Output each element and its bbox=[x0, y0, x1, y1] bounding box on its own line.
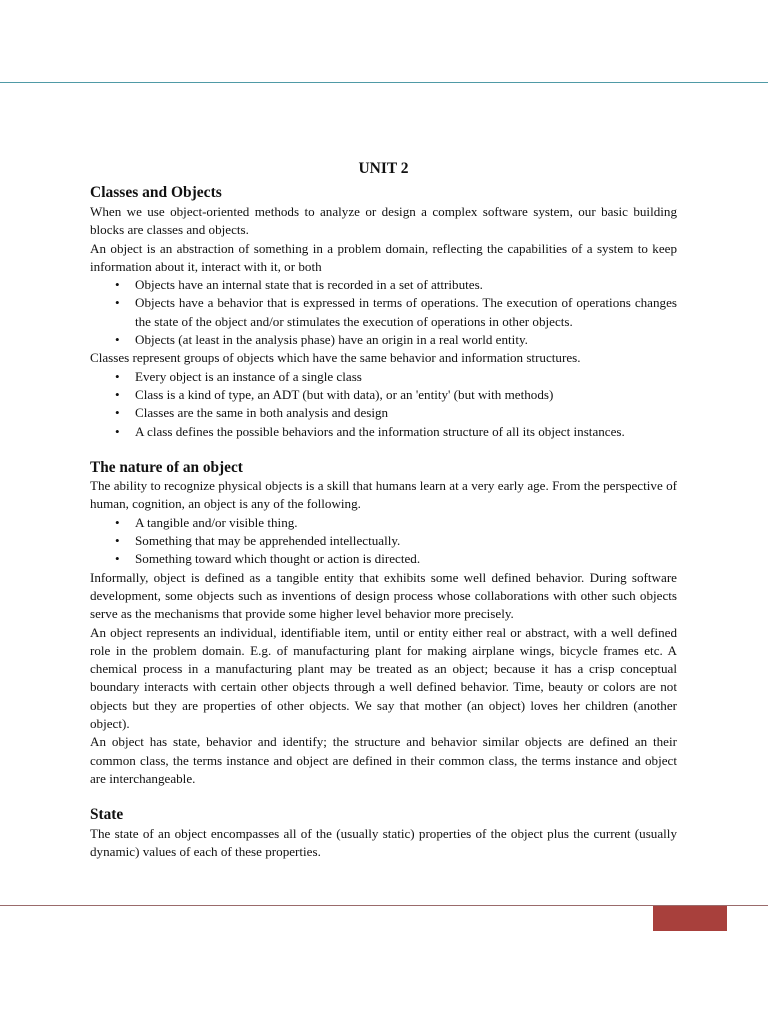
list-item-text: Classes are the same in both analysis and design bbox=[135, 405, 389, 421]
bullet-icon: • bbox=[115, 533, 120, 549]
nature-heading: The nature of an object bbox=[90, 458, 243, 476]
list-item bbox=[90, 423, 677, 441]
bullet-icon: • bbox=[115, 514, 120, 530]
list-item bbox=[90, 386, 677, 404]
list-item bbox=[90, 514, 677, 532]
nature-paragraph: An object represents an individual, identifiable item, until or entity either real or abstract, with a well defined role in the problem domain. E.g. of manufacturing plant for making airplane wings, bicycle frames etc. A chemical process in a manufacturing plant may be treated as an object; because it has a crisp conceptual boundary interacts with certain other objects through a well defined behavior. Time, beauty or colors are not objects but they are properties of other objects. We say that mother (an object) loves her children (another object). bbox=[90, 624, 677, 732]
list-item-text: Objects have an internal state that is recorded in a set of attributes. bbox=[135, 277, 483, 293]
bullet-icon: • bbox=[115, 405, 120, 421]
section-title: Classes and Objects bbox=[90, 184, 222, 201]
list-item bbox=[90, 404, 677, 422]
bullet-icon: • bbox=[115, 368, 120, 384]
class-bullet-list bbox=[90, 368, 677, 441]
bullet-icon: • bbox=[115, 295, 120, 311]
intro-paragraph: An object is an abstraction of something in a problem domain, reflecting the capabilities of a system to keep information about it, interact with it, or both bbox=[90, 240, 677, 274]
list-item bbox=[90, 550, 677, 568]
list-item bbox=[90, 294, 677, 331]
list-item bbox=[90, 276, 677, 294]
intro-paragraph: When we use object-oriented methods to analyze or design a complex software system, our basic building blocks are classes and objects. bbox=[90, 204, 677, 238]
page-content bbox=[90, 160, 677, 861]
list-item-text: A tangible and/or visible thing. bbox=[135, 514, 298, 530]
object-bullet-list bbox=[90, 276, 677, 349]
list-item-text: Objects have a behavior that is expressed in terms of operations. The execution of operations changes the state of the object and/or stimulates the execution of operations in other objects. bbox=[135, 295, 677, 329]
nature-intro: The ability to recognize physical objects is a skill that humans learn at a very early age. From the perspective of human, cognition, an object is any of the following. bbox=[90, 478, 677, 512]
bullet-icon: • bbox=[115, 277, 120, 293]
spacer bbox=[90, 441, 677, 459]
list-item-text: Objects (at least in the analysis phase) have an origin in a real world entity. bbox=[135, 332, 528, 348]
page-number-tab bbox=[653, 906, 727, 931]
list-item-text: Something that may be apprehended intellectually. bbox=[135, 533, 401, 549]
list-item bbox=[90, 532, 677, 550]
list-item bbox=[90, 331, 677, 349]
classes-paragraph: Classes represent groups of objects which have the same behavior and information structures. bbox=[90, 350, 581, 366]
bullet-icon: • bbox=[115, 332, 120, 348]
state-paragraph: The state of an object encompasses all of the (usually static) properties of the object plus the current (usually dynamic) values of each of these properties. bbox=[90, 825, 677, 859]
state-heading: State bbox=[90, 806, 124, 824]
bullet-icon: • bbox=[115, 551, 120, 567]
list-item bbox=[90, 368, 677, 386]
nature-bullet-list bbox=[90, 514, 677, 569]
unit-title: UNIT 2 bbox=[358, 160, 409, 177]
header-rule bbox=[0, 82, 768, 83]
list-item-text: A class defines the possible behaviors and the information structure of all its object instances. bbox=[135, 423, 625, 439]
list-item-text: Class is a kind of type, an ADT (but with data), or an 'entity' (but with methods) bbox=[135, 386, 554, 402]
bullet-icon: • bbox=[115, 423, 120, 439]
list-item-text: Something toward which thought or action is directed. bbox=[135, 551, 421, 567]
nature-paragraph: An object has state, behavior and identify; the structure and behavior similar objects are defined an their common class, the terms instance and object are defined in their common class, the terms instance and object are interchangeable. bbox=[90, 734, 677, 786]
spacer bbox=[90, 788, 677, 806]
nature-paragraph: Informally, object is defined as a tangible entity that exhibits some well defined behavior. During software development, some objects such as inventions of design process whose collaborations with other such objects serve as the mechanisms that provide some higher level behavior more precisely. bbox=[90, 569, 677, 622]
bullet-icon: • bbox=[115, 386, 120, 402]
list-item-text: Every object is an instance of a single class bbox=[135, 368, 362, 384]
